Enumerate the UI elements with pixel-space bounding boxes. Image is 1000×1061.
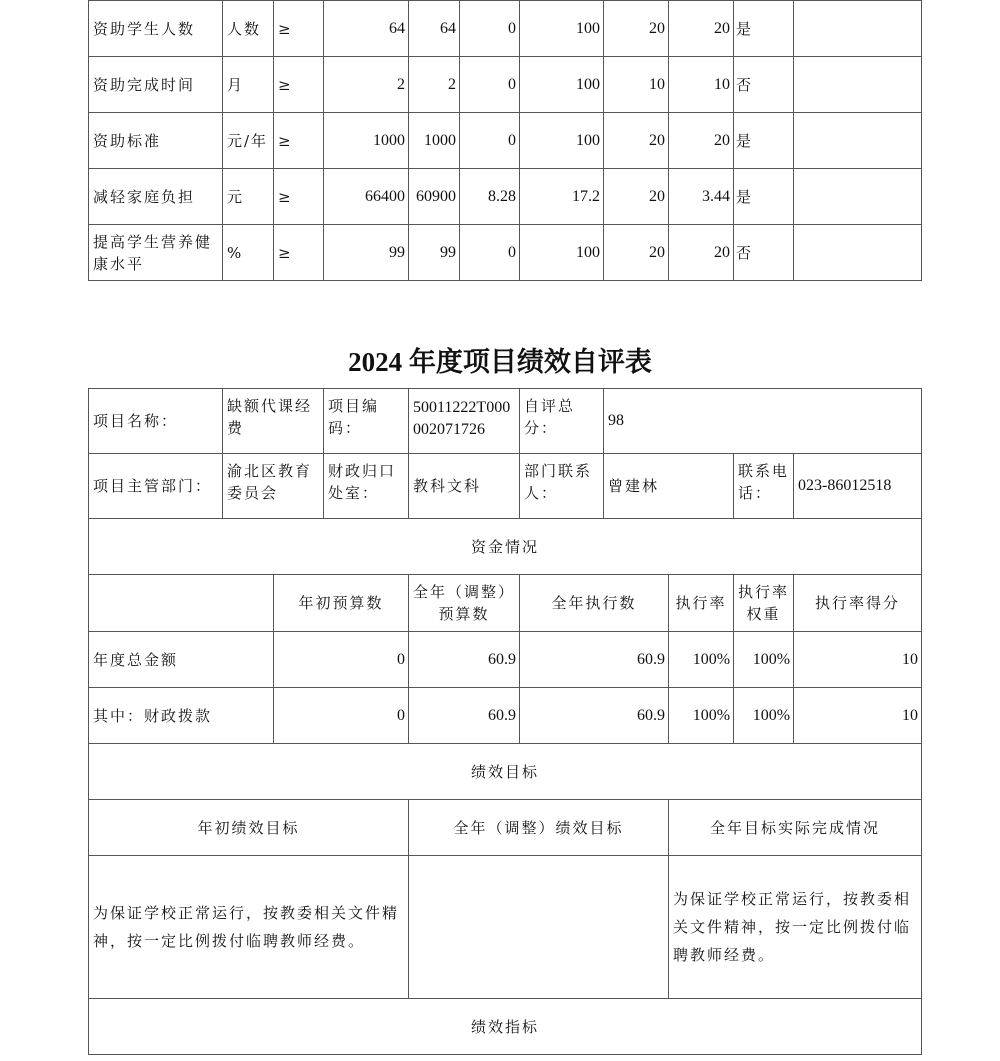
indicator-rate: 17.2	[520, 169, 604, 225]
finance-office-label: 财政归口处室：	[324, 454, 409, 519]
goals-adjusted-text	[409, 856, 669, 999]
indicator-rate: 100	[520, 57, 604, 113]
funds-executed: 60.9	[520, 632, 669, 688]
funds-section-row	[89, 519, 922, 575]
indicator-score: 20	[669, 225, 734, 281]
funds-header-initial: 年初预算数	[274, 575, 409, 632]
indicator-unit: 元/年	[223, 113, 274, 169]
indicator-row	[89, 1, 922, 57]
indicator-deviation: 0	[460, 113, 520, 169]
indicator-row	[89, 57, 922, 113]
indicator-unit: 月	[223, 57, 274, 113]
funds-header-weight: 执行率权重	[734, 575, 794, 632]
goals-header-actual: 全年目标实际完成情况	[669, 800, 922, 856]
indicator-actual: 60900	[409, 169, 460, 225]
indicator-flag: 是	[734, 113, 794, 169]
indicator-deviation: 8.28	[460, 169, 520, 225]
contact-label: 部门联系人：	[520, 454, 604, 519]
indicator-unit: 人数	[223, 1, 274, 57]
funds-header-executed: 全年执行数	[520, 575, 669, 632]
indicator-target: 99	[324, 225, 409, 281]
funds-header-rate: 执行率	[669, 575, 734, 632]
indicator-note	[794, 57, 922, 113]
indicator-score: 10	[669, 57, 734, 113]
indicator-actual: 99	[409, 225, 460, 281]
indicator-operator: ≥	[274, 169, 324, 225]
goals-header-row	[89, 800, 922, 856]
goals-header-initial: 年初绩效目标	[89, 800, 409, 856]
indicator-unit: %	[223, 225, 274, 281]
page-title: 2024 年度项目绩效自评表	[348, 347, 652, 377]
indicator-name: 减轻家庭负担	[89, 169, 223, 225]
project-code-label: 项目编码：	[324, 389, 409, 454]
funds-initial: 0	[274, 688, 409, 744]
indicator-rate: 100	[520, 225, 604, 281]
indicators-section-row	[89, 999, 922, 1055]
goals-header-adjusted: 全年（调整）绩效目标	[409, 800, 669, 856]
funds-rate: 100%	[669, 632, 734, 688]
indicator-target: 2	[324, 57, 409, 113]
goals-initial-text: 为保证学校正常运行，按教委相关文件精神，按一定比例拨付临聘教师经费。	[89, 856, 409, 999]
indicator-note	[794, 1, 922, 57]
self-score-value: 98	[604, 389, 922, 454]
indicator-actual: 1000	[409, 113, 460, 169]
indicator-row	[89, 169, 922, 225]
indicator-score: 3.44	[669, 169, 734, 225]
indicator-note	[794, 169, 922, 225]
finance-office-value: 教科文科	[409, 454, 520, 519]
project-name-label: 项目名称：	[89, 389, 223, 454]
indicator-deviation: 0	[460, 225, 520, 281]
indicator-flag: 否	[734, 225, 794, 281]
indicator-weight: 10	[604, 57, 669, 113]
funds-score: 10	[794, 688, 922, 744]
indicator-weight: 20	[604, 113, 669, 169]
indicator-operator: ≥	[274, 57, 324, 113]
info-row-2	[89, 454, 922, 519]
indicator-unit: 元	[223, 169, 274, 225]
funds-section-title: 资金情况	[89, 519, 922, 575]
funds-row-label: 其中：财政拨款	[89, 688, 274, 744]
indicator-weight: 20	[604, 1, 669, 57]
indicator-name: 资助完成时间	[89, 57, 223, 113]
info-row-1	[89, 389, 922, 454]
indicator-flag: 是	[734, 1, 794, 57]
indicator-score: 20	[669, 113, 734, 169]
self-score-label: 自评总分：	[520, 389, 604, 454]
indicator-operator: ≥	[274, 113, 324, 169]
indicator-target: 1000	[324, 113, 409, 169]
indicator-rate: 100	[520, 1, 604, 57]
funds-header-blank	[89, 575, 274, 632]
funds-score: 10	[794, 632, 922, 688]
project-name-value: 缺额代课经费	[223, 389, 324, 454]
funds-header-row	[89, 575, 922, 632]
dept-label: 项目主管部门：	[89, 454, 223, 519]
funds-adjusted: 60.9	[409, 632, 520, 688]
project-code-value: 50011222T000002071726	[409, 389, 520, 454]
funds-initial: 0	[274, 632, 409, 688]
funds-executed: 60.9	[520, 688, 669, 744]
goals-section-row	[89, 744, 922, 800]
funds-header-adjusted: 全年（调整）预算数	[409, 575, 520, 632]
goals-section-title: 绩效目标	[89, 744, 922, 800]
indicator-row	[89, 113, 922, 169]
indicator-score: 20	[669, 1, 734, 57]
indicator-name: 提高学生营养健康水平	[89, 225, 223, 281]
indicator-flag: 否	[734, 57, 794, 113]
funds-rate: 100%	[669, 688, 734, 744]
goals-actual-text: 为保证学校正常运行，按教委相关文件精神，按一定比例拨付临聘教师经费。	[669, 856, 922, 999]
funds-row-label: 年度总金额	[89, 632, 274, 688]
indicator-weight: 20	[604, 225, 669, 281]
indicator-weight: 20	[604, 169, 669, 225]
phone-label: 联系电话：	[734, 454, 794, 519]
goals-content-row	[89, 856, 922, 999]
indicator-table	[88, 0, 922, 281]
funds-header-score: 执行率得分	[794, 575, 922, 632]
indicator-deviation: 0	[460, 57, 520, 113]
indicator-actual: 2	[409, 57, 460, 113]
indicator-flag: 是	[734, 169, 794, 225]
funds-row	[89, 632, 922, 688]
indicator-note	[794, 225, 922, 281]
indicator-row	[89, 225, 922, 281]
indicators-section-title: 绩效指标	[89, 999, 922, 1055]
indicator-name: 资助标准	[89, 113, 223, 169]
indicator-target: 64	[324, 1, 409, 57]
indicator-operator: ≥	[274, 225, 324, 281]
dept-value: 渝北区教育委员会	[223, 454, 324, 519]
indicator-actual: 64	[409, 1, 460, 57]
funds-row	[89, 688, 922, 744]
indicator-operator: ≥	[274, 1, 324, 57]
self-evaluation-table	[88, 388, 922, 1055]
indicator-rate: 100	[520, 113, 604, 169]
indicator-name: 资助学生人数	[89, 1, 223, 57]
funds-weight: 100%	[734, 632, 794, 688]
indicator-target: 66400	[324, 169, 409, 225]
funds-weight: 100%	[734, 688, 794, 744]
indicator-note	[794, 113, 922, 169]
contact-value: 曾建林	[604, 454, 734, 519]
indicator-deviation: 0	[460, 1, 520, 57]
phone-value: 023-86012518	[794, 454, 922, 519]
funds-adjusted: 60.9	[409, 688, 520, 744]
